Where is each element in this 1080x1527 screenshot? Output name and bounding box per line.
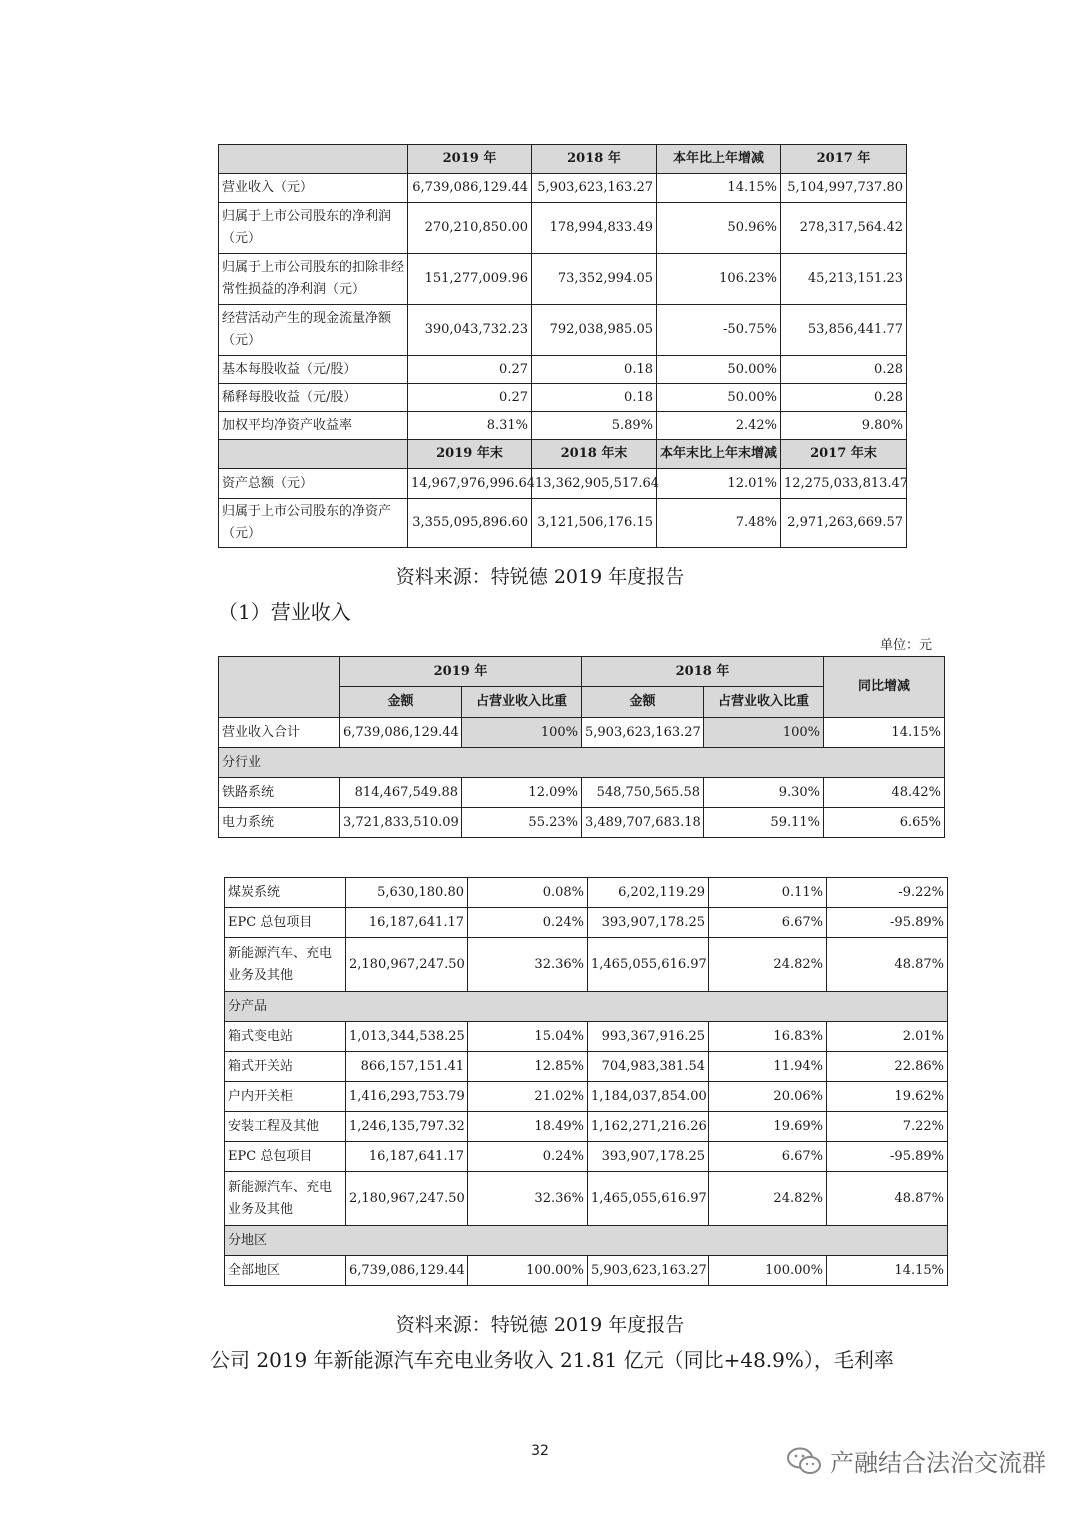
key-financials-table xyxy=(218,144,907,548)
cell: 5,903,623,163.27 xyxy=(532,174,657,203)
row-label: 铁路系统 xyxy=(219,778,340,808)
cell: 19.69% xyxy=(709,1112,827,1142)
cell: 3,489,707,683.18 xyxy=(582,808,704,838)
revenue-table-part1 xyxy=(218,656,945,838)
cell: 106.23% xyxy=(657,254,781,305)
section-title: （1）营业收入 xyxy=(218,600,351,624)
cell: 6,739,086,129.44 xyxy=(346,1256,468,1286)
row-label: 营业收入（元） xyxy=(219,174,408,203)
cell: 704,983,381.54 xyxy=(588,1052,709,1082)
header-cell: 2019 年末 xyxy=(408,440,532,469)
cell: 19.62% xyxy=(827,1082,948,1112)
cell: 1,246,135,797.32 xyxy=(346,1112,468,1142)
header-cell: 2019 年 xyxy=(340,657,582,687)
cell: 3,721,833,510.09 xyxy=(340,808,462,838)
row-label: 箱式变电站 xyxy=(225,1022,346,1052)
row-label: 稀释每股收益（元/股） xyxy=(219,384,408,412)
cell: 20.06% xyxy=(709,1082,827,1112)
cell: 100% xyxy=(704,718,824,748)
cell: 393,907,178.25 xyxy=(588,1142,709,1172)
row-label: 归属于上市公司股东的净资产（元） xyxy=(219,499,408,548)
header-cell: 本年末比上年末增减 xyxy=(657,440,781,469)
cell: 53,856,441.77 xyxy=(781,305,907,356)
cell: 9.30% xyxy=(704,778,824,808)
cell: 1,013,344,538.25 xyxy=(346,1022,468,1052)
cell: 12.85% xyxy=(468,1052,588,1082)
row-label: EPC 总包项目 xyxy=(225,1142,346,1172)
watermark-text: 产融结合法治交流群 xyxy=(830,1449,1046,1477)
table-row xyxy=(219,718,945,748)
table-header-row xyxy=(219,145,907,174)
header-cell: 2018 年 xyxy=(582,657,824,687)
cell: 14.15% xyxy=(657,174,781,203)
row-label: 煤炭系统 xyxy=(225,878,346,908)
row-label: 资产总额（元） xyxy=(219,469,408,499)
cell: 2,971,263,669.57 xyxy=(781,499,907,548)
row-label: 经营活动产生的现金流量净额（元） xyxy=(219,305,408,356)
cell: -50.75% xyxy=(657,305,781,356)
group-row xyxy=(225,1226,948,1256)
table-row xyxy=(225,938,948,992)
cell: 2,180,967,247.50 xyxy=(346,1172,468,1226)
cell: 2.01% xyxy=(827,1022,948,1052)
cell: -95.89% xyxy=(827,908,948,938)
cell: 6,739,086,129.44 xyxy=(340,718,462,748)
cell: 151,277,009.96 xyxy=(408,254,532,305)
cell: 5,903,623,163.27 xyxy=(582,718,704,748)
header-cell: 2018 年 xyxy=(532,145,657,174)
cell: 15.04% xyxy=(468,1022,588,1052)
row-label: 基本每股收益（元/股） xyxy=(219,356,408,384)
cell: -9.22% xyxy=(827,878,948,908)
cell: 0.11% xyxy=(709,878,827,908)
table-row xyxy=(225,1256,948,1286)
row-label: 箱式开关站 xyxy=(225,1052,346,1082)
cell: 6.67% xyxy=(709,908,827,938)
cell: 0.27 xyxy=(408,356,532,384)
cell: 50.00% xyxy=(657,384,781,412)
cell: 7.22% xyxy=(827,1112,948,1142)
cell: 100.00% xyxy=(468,1256,588,1286)
cell: 14,967,976,996.64 xyxy=(408,469,532,499)
cell: 13,362,905,517.64 xyxy=(532,469,657,499)
cell: 1,416,293,753.79 xyxy=(346,1082,468,1112)
cell: 14.15% xyxy=(827,1256,948,1286)
cell: 6.65% xyxy=(824,808,945,838)
row-label: 新能源汽车、充电业务及其他 xyxy=(225,938,346,992)
cell: 278,317,564.42 xyxy=(781,203,907,254)
table-row xyxy=(219,174,907,203)
table-row xyxy=(225,1052,948,1082)
cell: 792,038,985.05 xyxy=(532,305,657,356)
row-label: 全部地区 xyxy=(225,1256,346,1286)
cell: 0.24% xyxy=(468,1142,588,1172)
table-row xyxy=(225,1022,948,1052)
header-cell: 2018 年末 xyxy=(532,440,657,469)
cell: 0.24% xyxy=(468,908,588,938)
body-paragraph: 公司 2019 年新能源汽车充电业务收入 21.81 亿元（同比+48.9%），毛利率 xyxy=(210,1348,894,1372)
cell: 393,907,178.25 xyxy=(588,908,709,938)
table-row xyxy=(219,356,907,384)
cell: 21.02% xyxy=(468,1082,588,1112)
cell: 11.94% xyxy=(709,1052,827,1082)
cell: 50.96% xyxy=(657,203,781,254)
table-source-caption: 资料来源：特锐德 2019 年度报告 xyxy=(395,566,685,588)
table-row xyxy=(219,469,907,499)
cell: 48.87% xyxy=(827,938,948,992)
cell: 59.11% xyxy=(704,808,824,838)
row-label: 营业收入合计 xyxy=(219,718,340,748)
cell: 5,104,997,737.80 xyxy=(781,174,907,203)
page-number: 32 xyxy=(531,1443,549,1459)
table-row xyxy=(225,878,948,908)
cell: 22.86% xyxy=(827,1052,948,1082)
cell: 1,162,271,216.26 xyxy=(588,1112,709,1142)
table-row xyxy=(225,1142,948,1172)
cell: 12,275,033,813.47 xyxy=(781,469,907,499)
header-cell: 占营业收入比重 xyxy=(704,687,824,718)
table-row xyxy=(219,203,907,254)
cell: 100% xyxy=(462,718,582,748)
cell: 5,630,180.80 xyxy=(346,878,468,908)
cell: 12.01% xyxy=(657,469,781,499)
header-cell: 占营业收入比重 xyxy=(462,687,582,718)
group-label: 分产品 xyxy=(225,992,948,1022)
row-label: EPC 总包项目 xyxy=(225,908,346,938)
cell: 24.82% xyxy=(709,1172,827,1226)
cell: 0.28 xyxy=(781,384,907,412)
group-row xyxy=(225,992,948,1022)
group-label: 分行业 xyxy=(219,748,945,778)
table-row xyxy=(225,1112,948,1142)
cell: 6.67% xyxy=(709,1142,827,1172)
cell: 548,750,565.58 xyxy=(582,778,704,808)
cell: 1,184,037,854.00 xyxy=(588,1082,709,1112)
group-label: 分地区 xyxy=(225,1226,948,1256)
table-row xyxy=(219,499,907,548)
wechat-icon xyxy=(786,1446,822,1476)
cell: 390,043,732.23 xyxy=(408,305,532,356)
cell: 16,187,641.17 xyxy=(346,908,468,938)
table-row xyxy=(225,1172,948,1226)
table-row xyxy=(219,254,907,305)
row-label: 加权平均净资产收益率 xyxy=(219,412,408,440)
header-cell xyxy=(219,657,340,718)
cell: 12.09% xyxy=(462,778,582,808)
table-source-caption: 资料来源：特锐德 2019 年度报告 xyxy=(395,1314,685,1336)
header-cell: 本年比上年增减 xyxy=(657,145,781,174)
cell: 16,187,641.17 xyxy=(346,1142,468,1172)
cell: 270,210,850.00 xyxy=(408,203,532,254)
cell: 993,367,916.25 xyxy=(588,1022,709,1052)
cell: 3,355,095,896.60 xyxy=(408,499,532,548)
row-label: 新能源汽车、充电业务及其他 xyxy=(225,1172,346,1226)
cell: 32.36% xyxy=(468,938,588,992)
header-cell: 金额 xyxy=(340,687,462,718)
cell: 8.31% xyxy=(408,412,532,440)
table-header-row xyxy=(219,657,945,687)
table-row xyxy=(219,778,945,808)
cell: 9.80% xyxy=(781,412,907,440)
table-row xyxy=(225,1082,948,1112)
revenue-table-part2 xyxy=(224,877,948,1286)
cell: 6,739,086,129.44 xyxy=(408,174,532,203)
cell: 45,213,151.23 xyxy=(781,254,907,305)
cell: 1,465,055,616.97 xyxy=(588,938,709,992)
cell: 48.42% xyxy=(824,778,945,808)
table-row xyxy=(219,412,907,440)
watermark xyxy=(786,1443,1046,1478)
cell: 0.18 xyxy=(532,356,657,384)
cell: 50.00% xyxy=(657,356,781,384)
cell: 7.48% xyxy=(657,499,781,548)
cell: 100.00% xyxy=(709,1256,827,1286)
row-label: 安装工程及其他 xyxy=(225,1112,346,1142)
cell: 178,994,833.49 xyxy=(532,203,657,254)
header-cell xyxy=(219,145,408,174)
cell: 2.42% xyxy=(657,412,781,440)
cell: 18.49% xyxy=(468,1112,588,1142)
header-cell: 2017 年 xyxy=(781,145,907,174)
header-cell: 2017 年末 xyxy=(781,440,907,469)
cell: 32.36% xyxy=(468,1172,588,1226)
table-row xyxy=(219,808,945,838)
row-label: 归属于上市公司股东的扣除非经常性损益的净利润（元） xyxy=(219,254,408,305)
header-cell: 2019 年 xyxy=(408,145,532,174)
cell: 0.28 xyxy=(781,356,907,384)
table-row xyxy=(219,305,907,356)
cell: 0.27 xyxy=(408,384,532,412)
cell: 16.83% xyxy=(709,1022,827,1052)
unit-label: 单位：元 xyxy=(880,638,933,653)
cell: 1,465,055,616.97 xyxy=(588,1172,709,1226)
header-cell xyxy=(219,440,408,469)
table-row xyxy=(219,384,907,412)
row-label: 归属于上市公司股东的净利润（元） xyxy=(219,203,408,254)
cell: 6,202,119.29 xyxy=(588,878,709,908)
cell: 866,157,151.41 xyxy=(346,1052,468,1082)
cell: 73,352,994.05 xyxy=(532,254,657,305)
cell: 5,903,623,163.27 xyxy=(588,1256,709,1286)
cell: 5.89% xyxy=(532,412,657,440)
table-row xyxy=(225,908,948,938)
cell: 24.82% xyxy=(709,938,827,992)
group-row xyxy=(219,748,945,778)
cell: 48.87% xyxy=(827,1172,948,1226)
cell: 2,180,967,247.50 xyxy=(346,938,468,992)
row-label: 电力系统 xyxy=(219,808,340,838)
table-header-row xyxy=(219,440,907,469)
cell: 55.23% xyxy=(462,808,582,838)
cell: 0.18 xyxy=(532,384,657,412)
cell: 0.08% xyxy=(468,878,588,908)
header-cell: 同比增减 xyxy=(824,657,945,718)
cell: 814,467,549.88 xyxy=(340,778,462,808)
cell: 14.15% xyxy=(824,718,945,748)
row-label: 户内开关柜 xyxy=(225,1082,346,1112)
header-cell: 金额 xyxy=(582,687,704,718)
cell: 3,121,506,176.15 xyxy=(532,499,657,548)
cell: -95.89% xyxy=(827,1142,948,1172)
